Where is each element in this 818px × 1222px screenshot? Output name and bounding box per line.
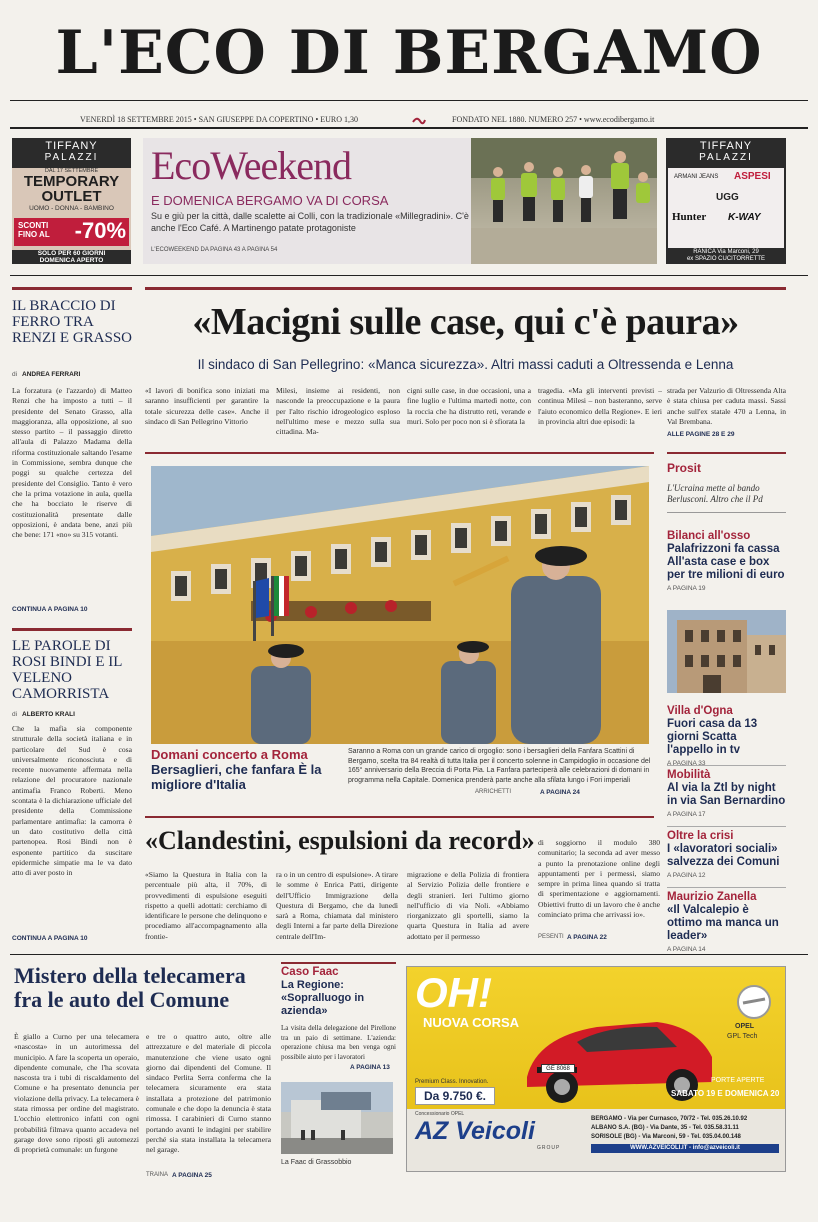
- ad-right-brand-aspesi: ASPESI: [734, 171, 771, 182]
- ad-opel-brand: OPEL: [735, 1023, 755, 1030]
- editorial-author: ANDREA FERRARI: [22, 371, 81, 378]
- ecoweekend-headline: E DOMENICA BERGAMO VA DI CORSA: [151, 193, 389, 208]
- editorial-title: IL BRACCIO DI FERRO TRA RENZI E GRASSO: [12, 298, 133, 346]
- prosit-box: [667, 461, 786, 513]
- ad-sconti: SCONTI FINO AL: [18, 221, 50, 239]
- ad-opel-group: GROUP: [537, 1145, 561, 1151]
- sidebar-ref-oltre-crisi: A PAGINA 12: [667, 872, 706, 879]
- sidebar-headline-villa-ogna: Fuori casa da 13 giorni Scatta l'appello in tv: [667, 718, 758, 756]
- sidebar-ref-villa-ogna: A PAGINA 33: [667, 760, 706, 767]
- ad-headline: TEMPORARY OUTLET: [23, 173, 120, 205]
- lead-col-3: cigni sulle case, in due occasioni, una a fine luglio e l'ultima martedì notte, con la roccia che ha distrutto reti, verande e muri. Solo per poco non si è sfiorata la: [407, 386, 531, 426]
- photo-caption-box[interactable]: [151, 747, 341, 799]
- section-rule: [10, 275, 808, 276]
- editorial2-byline-di: di: [12, 711, 18, 718]
- ad-right-brand-palazzi: PALAZZI: [699, 152, 753, 163]
- ad-opel-corsa[interactable]: [406, 966, 786, 1172]
- ad-opel-price: Da 9.750 €.: [415, 1087, 495, 1105]
- sidebar-headline-oltre-crisi: I «lavoratori sociali» salvezza dei Comuni: [667, 843, 780, 868]
- clandestini-ref[interactable]: A PAGINA 22: [567, 934, 607, 941]
- ad-footer1: SOLO PER 60 GIORNI: [37, 250, 106, 257]
- date-line: VENERDÌ 18 SETTEMBRE 2015 • SAN GIUSEPPE DA COPERTINO • EURO 1,30: [80, 115, 359, 124]
- ecoweekend-box[interactable]: [143, 138, 657, 264]
- faac-caption: La Faac di Grassobbio: [281, 1159, 352, 1166]
- palafrizzoni-photo: [667, 610, 786, 693]
- logo-swirl-icon: [412, 113, 426, 123]
- sidebar-headline-zanella: «Il Valcalepio è ottimo ma manca un leader»: [667, 904, 779, 942]
- ad-opel-addr1: BERGAMO - Via per Curnasco, 70/72 - Tel. 035.26.10.92: [591, 1116, 748, 1122]
- founded-line: FONDATO NEL 1880. NUMERO 257 • www.ecodibergamo.it: [452, 115, 655, 124]
- ad-brand-tiffany: TIFFANY: [45, 140, 98, 152]
- sidebar-item-mobilita[interactable]: [667, 765, 786, 818]
- photo-top-rule: [145, 452, 654, 454]
- ad-opel-dates: SABATO 19 E DOMENICA 20: [671, 1089, 780, 1098]
- ad-right-brand-tiffany: TIFFANY: [699, 140, 753, 152]
- masthead-title: L'ECO DI BERGAMO: [55, 18, 763, 88]
- prosit-label: Prosit: [667, 461, 702, 475]
- clandestini-col-2: ra o in un centro di espulsione». A tirare le somme è Enrica Patti, dirigente dell'Ufficio Immigrazione della Questura di Bergamo, che da lunedì sarà a Roma, chiamata dal ministero degli Interni a far parte della Direzione centrale dell'Im-: [276, 870, 398, 941]
- ad-opel-dealer: AZ Veicoli: [415, 1117, 535, 1145]
- telecamera-headline[interactable]: Mistero della telecamera fra le auto del Comune: [14, 963, 246, 1012]
- faac-box[interactable]: [281, 966, 396, 1062]
- bottom-section-rule: [10, 954, 808, 955]
- ecoweekend-text: Su e giù per la città, dalle scalette ai Colli, con la tradizionale «Millegradini». C'è anche l'Eco Café. A Martinengo patate protagoniste: [151, 211, 469, 233]
- lead-col-5: strada per Valzurio di Oltressenda Alta è stata chiusa per caduta massi. Sassi anche sull'ex statale 470 a Lenna, in Val Brembana.: [667, 386, 786, 426]
- editorial2-author: ALBERTO KRALI: [22, 711, 75, 718]
- clandestini-col-3: migrazione e della Polizia di frontiera al Servizio Polizia delle frontiere e degli stranieri. Ieri l'ultimo giorno nell'ufficio di via Noli. «Abbiamo riorganizzato gli sportelli, siamo la quarta Questura in Italia ad avere adottato per il permesso: [407, 870, 529, 941]
- photo-caption-byline: ARRICHETTI: [475, 789, 511, 795]
- ad-right-brand-hunter: Hunter: [672, 211, 707, 223]
- clandestini-top-rule: [145, 816, 654, 818]
- sidebar-headline-bilanci: Palafrizzoni fa cassa All'asta case e box per tre milioni di euro: [667, 543, 785, 581]
- ad-footer2: DOMENICA APERTO: [39, 257, 104, 264]
- sidebar-kicker-zanella: Maurizio Zanella: [667, 891, 757, 903]
- ecoweekend-runners-photo: [471, 138, 657, 264]
- ad-right-footer2: ex SPAZIO CUCITORRETTE: [686, 256, 766, 262]
- lead-ref[interactable]: ALLE PAGINE 28 E 29: [667, 431, 735, 438]
- ad-right-brand-armani: ARMANI JEANS: [674, 174, 719, 180]
- ad-dates: DAL 17 SETTEMBRE: [44, 168, 99, 174]
- editorial2-text: Che la mafia sia componente strutturale della società italiana e in particolare del Sud è cosa universalmente riconosciuta e di recente nuovamente affermata nella relazione del procuratore nazionale antimafia Franco Roberti. Meno scontata è la dichiarazione ufficiale del presidente della Commissione parlamentare antimafia: la camorra è un dato costitutivo della città partenopea. Rosi Bindi non è esponente partitico da suscitare epidermiche simpatie ma le va dato atto di aver posto in: [12, 724, 132, 878]
- ad-opel-addr2: ALBANO S.A. (BG) - Via Dante, 35 - Tel. 035.58.31.11: [591, 1125, 739, 1131]
- ad-opel-tagline: NUOVA CORSA: [423, 1015, 520, 1030]
- ad-opel-web: WWW.AZVEICOLI.IT - info@azveicoli.it: [591, 1144, 779, 1153]
- faac-kicker: Caso Faac: [281, 966, 339, 978]
- clandestini-byline: PESENTI: [538, 934, 564, 940]
- faac-headline: La Regione: «Sopralluogo in azienda»: [281, 979, 365, 1017]
- bersaglieri-photo: [151, 466, 649, 744]
- prosit-text: L'Ucraina mette al bando Berlusconi. Altro che il Pd: [667, 483, 763, 504]
- ad-opel-plate: GE 8068: [541, 1064, 575, 1073]
- sidebar-kicker-bilanci: Bilanci all'osso: [667, 530, 751, 542]
- telecamera-col-2: e tre o quattro auto, oltre alle attrezzature e del materiale di piccola manutenzione che viene usato ogni giorno dai dipendenti del Comune. Il sindaco Perlita Serra conferma che la telecamera sicuramente era stata installata a protezione del patrimonio comunale e che dopo la denuncia è stata rimossa. I carabinieri di Curno stanno portando avanti le indagini per stabilire perché sia stata installata la telecamera nel garage.: [146, 1032, 271, 1155]
- sidebar-kicker-mobilita: Mobilità: [667, 769, 711, 781]
- faac-text: La visita della delegazione del Pirellone tra un paio di settimane. L'azienda: operazione chiusa ma ben venga ogni possibile aiuto per i lavoratori: [281, 1024, 396, 1061]
- masthead-top-rule: [10, 100, 808, 101]
- ad-tiffany-ranica[interactable]: [666, 138, 786, 264]
- editorial2-cont[interactable]: CONTINUA A PAGINA 10: [12, 935, 88, 942]
- ad-percent: -70%: [74, 218, 126, 243]
- editorial-byline-di: di: [12, 371, 18, 378]
- sidebar-headline-mobilita: Al via la Ztl by night in via San Bernardino: [667, 782, 786, 807]
- sidebar-ref-mobilita: A PAGINA 17: [667, 811, 706, 818]
- ecoweekend-ref: L'ECOWEEKEND DA PAGINA 43 A PAGINA 54: [151, 247, 278, 253]
- lead-headline[interactable]: «Macigni sulle case, qui c'è paura»: [192, 301, 739, 343]
- ad-right-brand-ugg: UGG: [716, 192, 739, 203]
- editorial2-title: LE PAROLE DI ROSI BINDI E IL VELENO CAMORRISTA: [12, 638, 122, 702]
- prosit-top-rule: [667, 452, 786, 454]
- photo-caption-kicker: Domani concerto a Roma: [151, 747, 308, 762]
- ad-opel-addr3: SORISOLE (BG) - Via Marconi, 59 - Tel. 035.04.00.148: [591, 1134, 741, 1140]
- faac-photo: [281, 1082, 393, 1154]
- sidebar-ref-zanella: A PAGINA 14: [667, 946, 706, 953]
- ad-opel-porte: PORTE APERTE: [711, 1077, 765, 1084]
- ad-sub: UOMO - DONNA - BAMBINO: [29, 205, 114, 212]
- photo-caption-headline: Bersaglieri, che fanfara È la migliore d'Italia: [151, 762, 322, 792]
- telecamera-col-1: È giallo a Curno per una telecamera «nascosta» in un autorimessa del municipio. A fare la scoperta un operaio, dipendente comunale, che l'ha scovata nascosta tra i tubi di riscaldamento del Comune e ha presentato denuncia per violazione della privacy. La telecamera è stata rimossa per ordine del magistrato. L'occhio elettronico infatti con ogni probabilità filmava quanto accadeva nel garage dove sono riposti gli automezzi di proprietà comunale: un furgone: [14, 1032, 139, 1155]
- ad-right-footer1: RANICA Via Marconi, 29: [693, 249, 759, 255]
- editorial2-top-rule: [12, 628, 132, 631]
- telecamera-byline: TRAINA: [146, 1172, 169, 1178]
- editorial-cont[interactable]: CONTINUA A PAGINA 10: [12, 606, 88, 613]
- lead-top-rule: [145, 287, 786, 290]
- ad-opel-price-label: Premium Class. Innovation.: [415, 1079, 489, 1085]
- opel-logo-icon: [737, 985, 771, 1019]
- sidebar-ref-bilanci: A PAGINA 19: [667, 585, 706, 592]
- ad-right-brand-kway: K-WAY: [728, 212, 761, 223]
- ad-opel-gpl: GPL Tech: [727, 1033, 758, 1040]
- ecoweekend-logo: EcoWeekend: [151, 143, 351, 188]
- clandestini-headline[interactable]: «Clandestini, espulsioni da record»: [145, 826, 535, 855]
- faac-top-rule: [281, 962, 396, 964]
- lead-subhead: Il sindaco di San Pellegrino: «Manca sicurezza». Altri massi caduti a Oltressenda e Lenna: [197, 357, 734, 372]
- clandestini-col-4: di soggiorno il modulo 380 comunitario; la seconda ad aver messo a punto la prenotazione online degli appuntamenti per i permessi, siamo sempre in prima linea quando si tratta di sperimentazione e aggiornamenti. Obiettivi frutto di un lavoro che è anche cominciato prima che arrivassi io».: [538, 838, 660, 920]
- faac-ref[interactable]: A PAGINA 13: [350, 1064, 390, 1071]
- sidebar-item-villa-ogna[interactable]: [667, 705, 786, 767]
- ad-tiffany-outlet[interactable]: [12, 138, 131, 264]
- ad-opel-oh: OH!: [415, 969, 492, 1016]
- sidebar-item-zanella[interactable]: [667, 887, 786, 953]
- sidebar-item-bilanci[interactable]: [667, 530, 786, 592]
- photo-caption-text: Saranno a Roma con un grande carico di orgoglio: sono i bersaglieri della Fanfara Scattini di Bergamo, scelta tra 84 realtà di tutta Italia per il concerto solenne in Campidoglio in occasione del 165° anniversario della Breccia di Porta Pia. La Fanfara parteciperà alle celebrazioni di domani in programma nella Capitale. Domenica prenderà parte anche alla sfilata lungo i Fori imperiali: [348, 748, 651, 784]
- lead-col-1: «I lavori di bonifica sono iniziati ma saranno insufficienti per garantire la totale sicurezza delle case». Anche il sindaco di San Pellegrino Vittorio: [145, 386, 269, 426]
- lead-col-4: tragedia. «Ma gli interventi previsti – continua Milesi – non basteranno, serve l'aiuto economico della Regione». E ieri in provincia altri due episodi: la: [538, 386, 662, 426]
- telecamera-ref[interactable]: A PAGINA 25: [172, 1172, 212, 1179]
- editorial-text: La forzatura (e l'azzardo) di Matteo Renzi che ha imposto a tutti – il presidente del Senato Grasso, alla maggioranza, alla opposizione, al suo stesso partito – il passaggio diretto all'aula di Palazzo Madama della riforma costituzionale saltando l'esame in Commissione, sembra dunque che poggi su qualche certezza del presidente del Consiglio. Tanto è vero che la prima votazione in aula, quella che ha bocciato le riserve di costituzionalità presentate dalle opposizioni, è andata bene, anzi più che bene: 171 «no» su 315 votanti.: [12, 386, 132, 540]
- sidebar-kicker-oltre-crisi: Oltre la crisi: [667, 830, 734, 842]
- clandestini-col-1: «Siamo la Questura in Italia con la percentuale più alta, il 70%, di provvedimenti di espulsione eseguiti rispetto a quelli adottati: cerchiamo di identificare le persone che delinquono e procediamo all'accompagnamento alla frontie-: [145, 870, 267, 941]
- sidebar-item-oltre-crisi[interactable]: [667, 826, 786, 879]
- ad-brand-palazzi: PALAZZI: [44, 152, 99, 163]
- sidebar-kicker-villa-ogna: Villa d'Ogna: [667, 705, 733, 717]
- editorial-top-rule: [12, 287, 132, 290]
- ad-opel-dealer-label: Concessionario OPEL: [415, 1111, 465, 1117]
- lead-col-2: Milesi, insieme ai residenti, non nasconde la preoccupazione e la paura per l'alto rischio idrogeologico esploso nell'ultimo mese e mezzo sulla sua cittadina. Ma-: [276, 386, 400, 437]
- masthead-bottom-rule: [10, 127, 808, 129]
- photo-caption-ref[interactable]: A PAGINA 24: [540, 789, 580, 796]
